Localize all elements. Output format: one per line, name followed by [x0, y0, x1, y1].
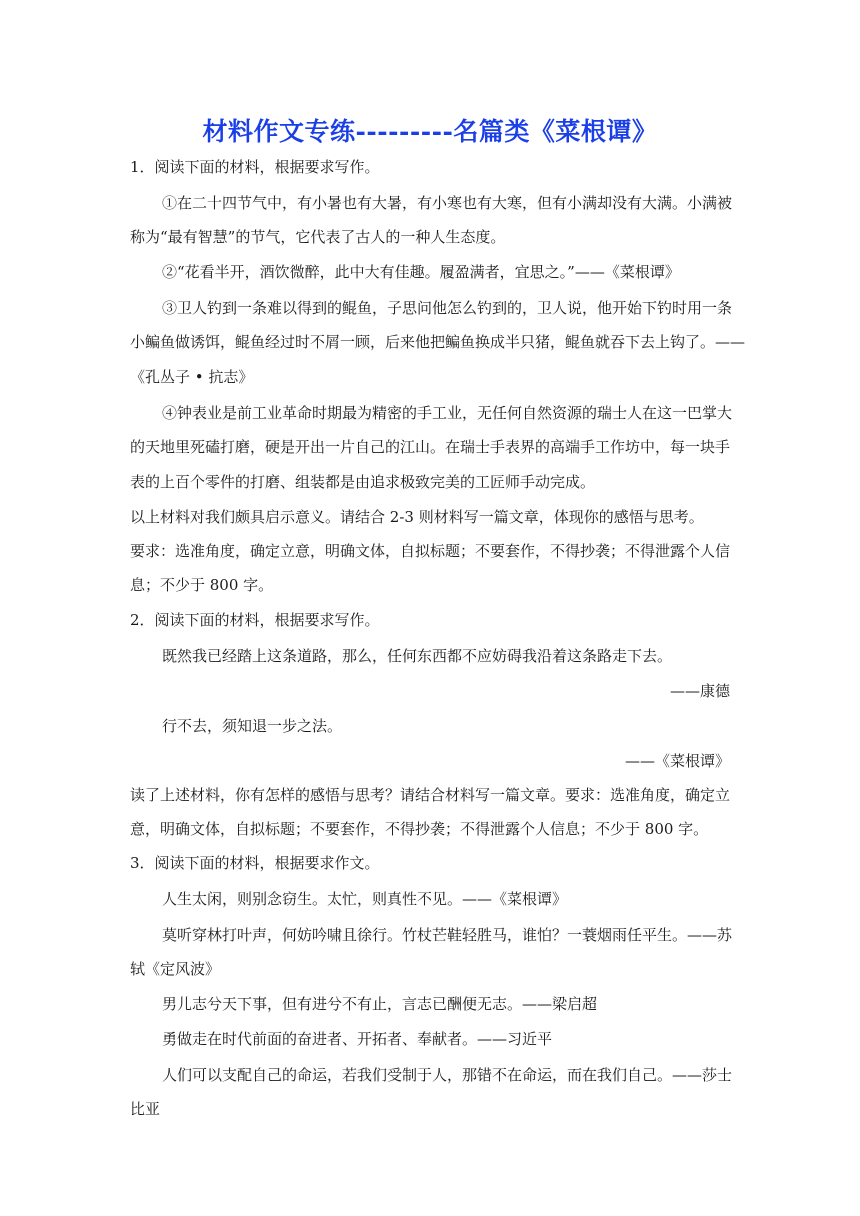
quote-line: 行不去，须知退一步之法。: [162, 717, 343, 735]
material-line: ②“花看半开，酒饮微醉，此中大有佳趣。履盈满者，宜思之。”——《菜根谭》: [162, 263, 680, 281]
quote-line: 人生太闲，则别念窃生。太忙，则真性不见。——《菜根谭》: [162, 890, 568, 908]
material-line: ③卫人钓到一条难以得到的鲲鱼，子思问他怎么钓到的，卫人说，他开始下钓时用一条: [162, 299, 733, 317]
instruction-line: 以上材料对我们颇具启示意义。请结合 2-3 则材料写一篇文章，体现你的感悟与思考。: [130, 508, 704, 526]
quote-attribution: ——《菜根谭》: [624, 752, 730, 770]
quote-line: 比亚: [130, 1100, 161, 1118]
requirement-line: 意，明确文体，自拟标题；不要套作，不得抄袭；不得泄露个人信息；不少于 800 字。: [130, 820, 709, 838]
question-1-heading: 1．阅读下面的材料，根据要求写作。: [130, 158, 380, 176]
question-2-heading: 2．阅读下面的材料，根据要求写作。: [130, 611, 380, 629]
material-line: 《孔丛子 • 抗志》: [130, 368, 254, 386]
requirement-line: 要求：选准角度，确定立意，明确文体，自拟标题；不要套作，不得抄袭；不得泄露个人信: [130, 542, 731, 560]
quote-line: 人们可以支配自己的命运，若我们受制于人，那错不在命运，而在我们自己。——莎士: [162, 1066, 733, 1084]
quote-line: 既然我已经踏上这条道路，那么，任何东西都不应妨碍我沿着这条路走下去。: [162, 647, 673, 665]
requirement-line: 读了上述材料，你有怎样的感悟与思考？请结合材料写一篇文章。要求：选准角度，确定立: [130, 786, 731, 804]
requirement-line: 息；不少于 800 字。: [130, 576, 274, 594]
quote-line: 男儿志兮天下事，但有进兮不有止，言志已酬便无志。——梁启超: [162, 995, 598, 1013]
quote-attribution: ——康德: [669, 682, 730, 700]
material-line: 表的上百个零件的打磨、组装都是由追求极致完美的工匠师手动完成。: [130, 473, 596, 491]
material-line: ①在二十四节气中，有小暑也有大暑，有小寒也有大寒，但有小满却没有大满。小满被: [162, 194, 733, 212]
quote-line: 莫听穿林打叶声，何妨吟啸且徐行。竹杖芒鞋轻胜马，谁怕？一蓑烟雨任平生。——苏: [162, 926, 733, 944]
document-title: 材料作文专练---------名篇类《菜根谭》: [202, 117, 658, 146]
material-line: 称为“最有智慧”的节气，它代表了古人的一种人生态度。: [130, 228, 506, 246]
material-line: ④钟表业是前工业革命时期最为精密的手工业，无任何自然资源的瑞士人在这一巴掌大: [162, 404, 733, 422]
material-line: 小鳊鱼做诱饵，鲲鱼经过时不屑一顾，后来他把鳊鱼换成半只猪，鲲鱼就吞下去上钩了。——: [130, 333, 746, 351]
material-line: 的天地里死磕打磨，硬是开出一片自己的江山。在瑞士手表界的高端手工作坊中，每一块手: [130, 438, 731, 456]
quote-line: 轼《定风波》: [130, 960, 221, 978]
question-3-heading: 3．阅读下面的材料，根据要求作文。: [130, 854, 380, 872]
quote-line: 勇做走在时代前面的奋进者、开拓者、奉献者。——习近平: [162, 1030, 553, 1048]
